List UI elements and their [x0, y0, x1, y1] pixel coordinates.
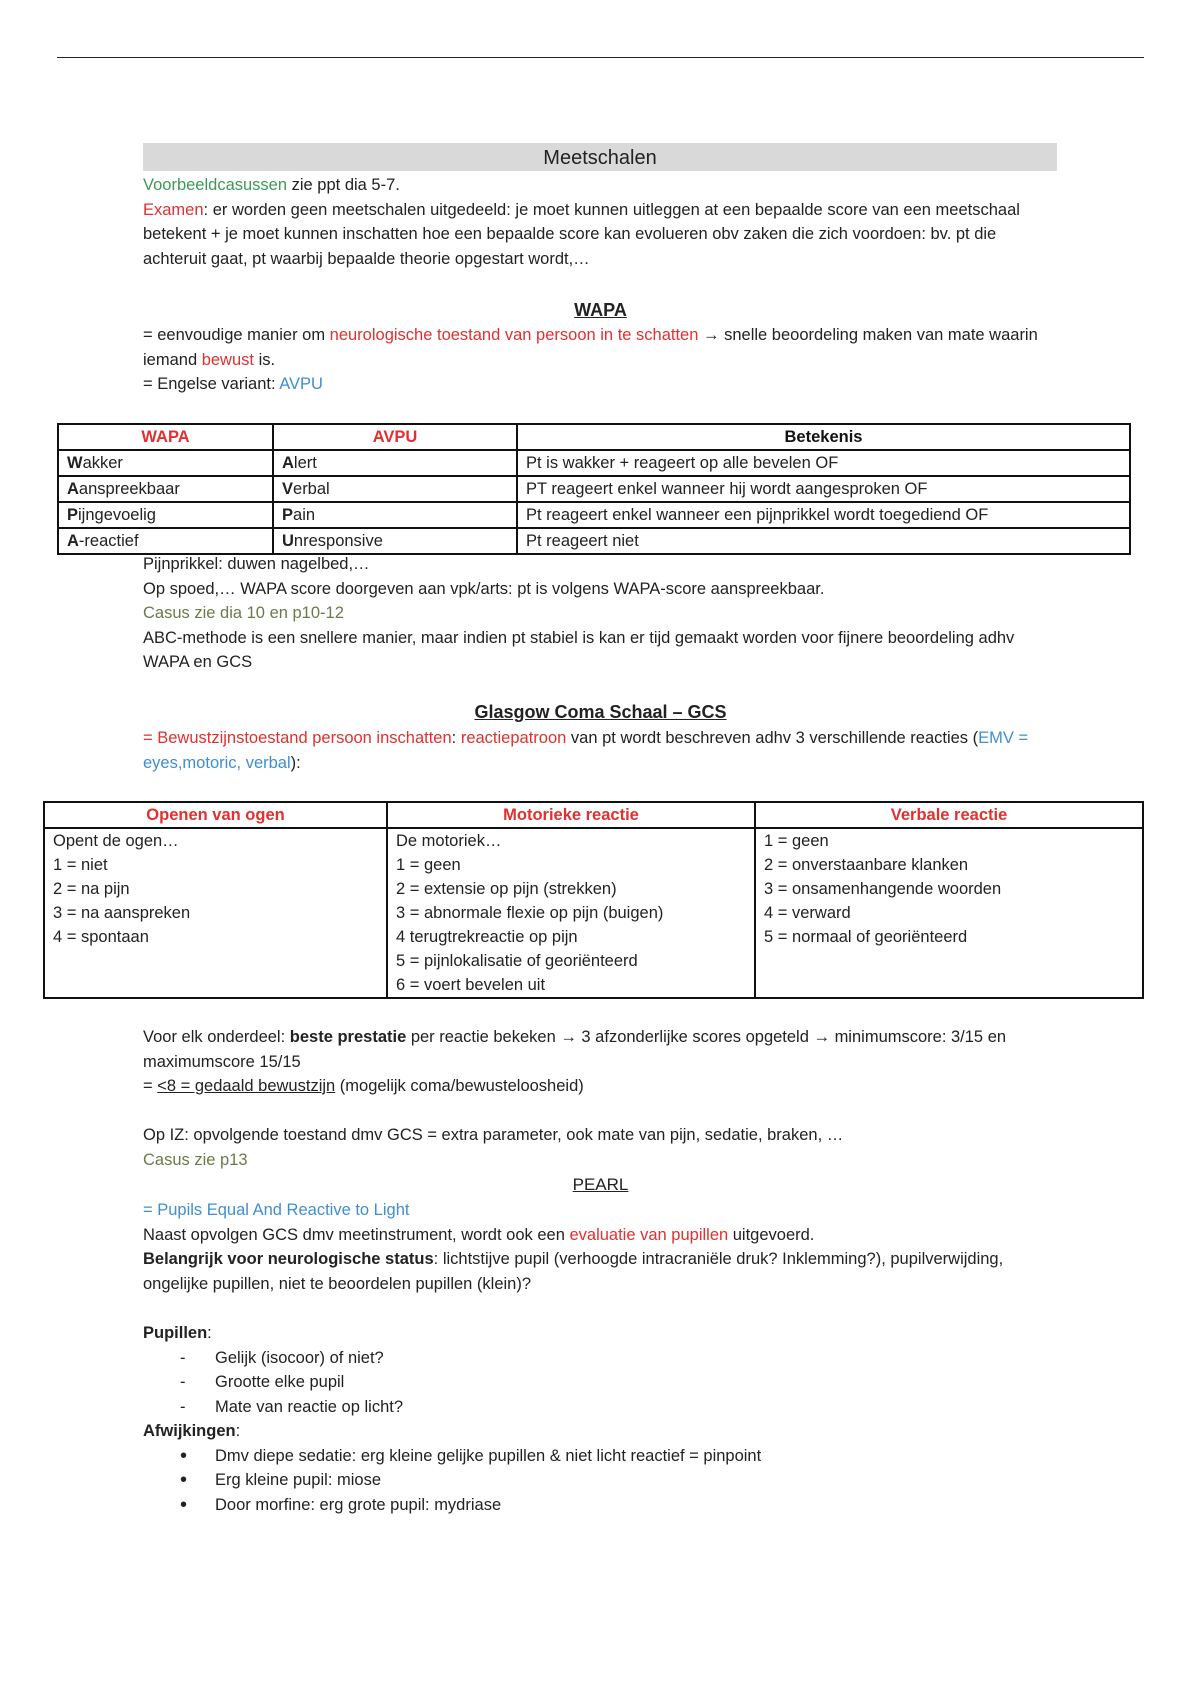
- beste-prestatie-text: beste prestatie: [289, 1028, 407, 1046]
- avpu-cell: [273, 528, 517, 554]
- list-item: 1 = geen: [396, 856, 461, 874]
- wapa-initial: A: [67, 532, 79, 550]
- gcs-coma-rest: (mogelijk coma/bewusteloosheid): [335, 1077, 584, 1095]
- wapa-cell: [58, 502, 273, 528]
- gcs-definition: [143, 726, 1058, 775]
- avpu-rest: lert: [293, 454, 317, 472]
- avpu-initial: V: [282, 480, 294, 498]
- exam-text: : er worden geen meetschalen uitgedeeld: je moet kunnen uitleggen at een bepaalde score van een meetschaal betekent + je moet kunnen inschatten hoe een bepaalde score kan evolueren obv zaken die zich voordoen: bv. pt die achteruit gaat, pt waarbij bepaalde theorie opgestart wordt,…: [143, 200, 1020, 268]
- wapa-def-pre: = eenvoudige manier om: [143, 326, 330, 344]
- avpu-cell: [273, 476, 517, 502]
- wapa-definition: [143, 323, 1058, 397]
- wapa-cell: [58, 450, 273, 476]
- list-item: De motoriek…: [396, 832, 502, 850]
- table-row: [58, 502, 1130, 528]
- voorbeeldcasussen-text: Voorbeeldcasussen: [143, 176, 288, 194]
- gcs-def-red: = Bewustzijnstoestand persoon inschatten: [143, 729, 452, 747]
- abc-note: ABC-methode is een snellere manier, maar indien pt stabiel is kan er tijd gemaakt worden voor fijnere beoordeling adhv WAPA en GCS: [143, 628, 1015, 671]
- list-item: 4 = spontaan: [53, 928, 149, 946]
- gcs-casus-note: Casus zie p13: [143, 1150, 248, 1169]
- gcs-notes: [143, 1025, 1058, 1099]
- afwijkingen-label-line: Afwijkingen:: [143, 1422, 241, 1440]
- avpu-cell: [273, 450, 517, 476]
- afwijkingen-list: [143, 1444, 1058, 1518]
- iz-note: Op IZ: opvolgende toestand dmv GCS = extra parameter, ook mate van pijn, sedatie, braken, …: [143, 1126, 844, 1144]
- list-item: 5 = normaal of georiënteerd: [764, 928, 968, 946]
- pupillen-label: Pupillen: [143, 1324, 208, 1342]
- pupillen-section: [143, 1321, 1058, 1517]
- avpu-cell: [273, 502, 517, 528]
- pearl-definition: = Pupils Equal And Reactive to Light: [143, 1201, 410, 1219]
- wapa-initial: P: [67, 506, 79, 524]
- intro-line-1-rest: zie ppt dia 5-7.: [287, 176, 400, 194]
- wapa-notes: [143, 552, 1058, 675]
- list-item: - Gelijk (isocoor) of niet?: [143, 1346, 1058, 1371]
- ogen-cell: [44, 828, 387, 998]
- wapa-def-mid: → snelle beoordeling maken van mate waarin iemand: [143, 326, 1038, 369]
- pearl-line-2-end: uitgevoerd.: [728, 1225, 815, 1244]
- list-item: • Door morfine: erg grote pupil: mydriase: [143, 1493, 1058, 1518]
- betekenis-col-header: Betekenis: [517, 424, 1130, 450]
- list-item: • Erg kleine pupil: miose: [143, 1468, 1058, 1493]
- betekenis-cell: Pt reageert niet: [517, 528, 1130, 554]
- gcs-def-mid: van pt wordt beschreven adhv 3 verschillende reacties (: [566, 729, 979, 747]
- wapa-def-end: is.: [253, 350, 276, 369]
- betekenis-cell: Pt is wakker + reageert op alle bevelen OF: [517, 450, 1130, 476]
- pearl-line-2-pre: Naast opvolgen GCS dmv meetinstrument, wordt ook een: [143, 1225, 570, 1244]
- wapa-cell: [58, 528, 273, 554]
- pupillen-list: [143, 1346, 1058, 1420]
- betekenis-cell: PT reageert enkel wanneer hij wordt aangesproken OF: [517, 476, 1130, 502]
- wapa-rest: ijngevoelig: [78, 506, 156, 524]
- gcs-table-body: [44, 828, 1143, 998]
- wapa-variant-line: [143, 372, 1058, 397]
- gcs-table-header: [44, 802, 1143, 828]
- avpu-initial: A: [282, 454, 294, 472]
- list-item: 3 = na aanspreken: [53, 904, 191, 922]
- list-item: - Mate van reactie op licht?: [143, 1395, 1058, 1420]
- wapa-initial: A: [67, 480, 79, 498]
- avpu-initial: U: [282, 532, 294, 550]
- list-item: 2 = extensie op pijn (strekken): [396, 880, 617, 898]
- verbaal-col-header: Verbale reactie: [755, 802, 1143, 828]
- pearl-line-2: [143, 1223, 1058, 1248]
- wapa-rest: -reactief: [78, 532, 139, 550]
- gcs-coma-note: [143, 1074, 1058, 1099]
- pupillen-label-line: Pupillen:: [143, 1324, 212, 1342]
- avpu-col-header: AVPU: [273, 424, 517, 450]
- gcs-def-reactiepatroon: reactiepatroon: [460, 729, 567, 747]
- betekenis-cell: Pt reageert enkel wanneer een pijnprikkel wordt toegediend OF: [517, 502, 1130, 528]
- wapa-col-header: WAPA: [58, 424, 273, 450]
- wapa-def-bewust: bewust: [201, 350, 254, 369]
- pearl-evaluatie: evaluatie van pupillen: [569, 1225, 729, 1244]
- list-item: Opent de ogen…: [53, 832, 179, 850]
- pearl-heading: [143, 1173, 1058, 1198]
- gcs-score-pre: Voor elk onderdeel:: [143, 1028, 290, 1046]
- page-title: Meetschalen: [143, 143, 1057, 171]
- list-item: 2 = na pijn: [53, 880, 130, 898]
- gcs-table: [43, 801, 1144, 999]
- intro-line-1: [143, 173, 1058, 198]
- avpu-rest: ain: [293, 506, 316, 524]
- list-item: 5 = pijnlokalisatie of georiënteerd: [396, 952, 638, 970]
- wapa-heading: [143, 298, 1058, 324]
- list-item: 4 terugtrekreactie op pijn: [396, 928, 578, 946]
- list-item: 2 = onverstaanbare klanken: [764, 856, 969, 874]
- wapa-table: [57, 423, 1131, 555]
- pearl-line-3: [143, 1247, 1058, 1296]
- motoriek-cell: [387, 828, 755, 998]
- wapa-initial: W: [67, 454, 83, 472]
- list-item: 3 = onsamenhangende woorden: [764, 880, 1002, 898]
- list-item: 1 = geen: [764, 832, 829, 850]
- wapa-def-line: [143, 323, 1058, 372]
- gcs-heading: [143, 700, 1058, 726]
- wapa-heading-text: WAPA: [574, 300, 627, 320]
- pijnprikkel-note: Pijnprikkel: duwen nagelbed,…: [143, 555, 370, 573]
- spoed-note: Op spoed,… WAPA score doorgeven aan vpk/arts: pt is volgens WAPA-score aanspreekbaar.: [143, 579, 825, 598]
- list-item: • Dmv diepe sedatie: erg kleine gelijke pupillen & niet licht reactief = pinpoint: [143, 1444, 1058, 1469]
- list-item: - Grootte elke pupil: [143, 1370, 1058, 1395]
- motoriek-col-header: Motorieke reactie: [387, 802, 755, 828]
- gcs-def-emv: EMV = eyes,motoric, verbal: [143, 729, 1029, 772]
- casus-note: Casus zie dia 10 en p10-12: [143, 604, 344, 622]
- gcs-iz-notes: [143, 1123, 1058, 1172]
- avpu-initial: P: [282, 506, 294, 524]
- ogen-col-header: Openen van ogen: [44, 802, 387, 828]
- gcs-score-note: [143, 1025, 1058, 1074]
- gcs-def-colon: :: [451, 729, 461, 747]
- exam-paragraph: [143, 198, 1058, 272]
- pearl-belangrijk: Belangrijk voor neurologische status: [143, 1250, 434, 1268]
- wapa-rest: anspreekbaar: [78, 480, 180, 498]
- table-row: [58, 450, 1130, 476]
- pearl-heading-text: PEARL: [572, 1175, 629, 1194]
- avpu-rest: erbal: [293, 480, 330, 498]
- intro-section: [143, 173, 1058, 271]
- pearl-section: [143, 1198, 1058, 1296]
- gcs-def-end: ):: [290, 753, 301, 772]
- wapa-rest: akker: [82, 454, 123, 472]
- table-row: [58, 476, 1130, 502]
- gcs-coma-pre: =: [143, 1077, 158, 1095]
- gcs-def-line: [143, 726, 1058, 775]
- avpu-rest: nresponsive: [293, 532, 383, 550]
- wapa-table-header: [58, 424, 1130, 450]
- wapa-cell: [58, 476, 273, 502]
- wapa-variant-avpu: AVPU: [279, 375, 323, 393]
- table-row: [58, 528, 1130, 554]
- gcs-coma-threshold: <8 = gedaald bewustzijn: [157, 1077, 336, 1095]
- wapa-def-red: neurologische toestand van persoon in te schatten: [329, 326, 699, 344]
- wapa-variant-pre: = Engelse variant:: [143, 375, 280, 393]
- pearl-line-3-rest: : lichtstijve pupil (verhoogde intracraniële druk? Inklemming?), pupilverwijding, ongelijke pupillen, niet te beoordelen pupillen (klein)?: [143, 1250, 1004, 1293]
- afwijkingen-label: Afwijkingen: [143, 1422, 236, 1440]
- list-item: 1 = niet: [53, 856, 108, 874]
- verbaal-cell: [755, 828, 1143, 998]
- list-item: 3 = abnormale flexie op pijn (buigen): [396, 904, 664, 922]
- exam-label: Examen: [143, 200, 204, 219]
- list-item: 6 = voert bevelen uit: [396, 976, 546, 994]
- header-rule: [57, 57, 1144, 58]
- gcs-score-rest: per reactie bekeken → 3 afzonderlijke scores opgeteld → minimumscore: 3/15 en maximumscore 15/15: [143, 1028, 1007, 1071]
- list-item: 4 = verward: [764, 904, 851, 922]
- gcs-heading-text: Glasgow Coma Schaal – GCS: [474, 702, 727, 722]
